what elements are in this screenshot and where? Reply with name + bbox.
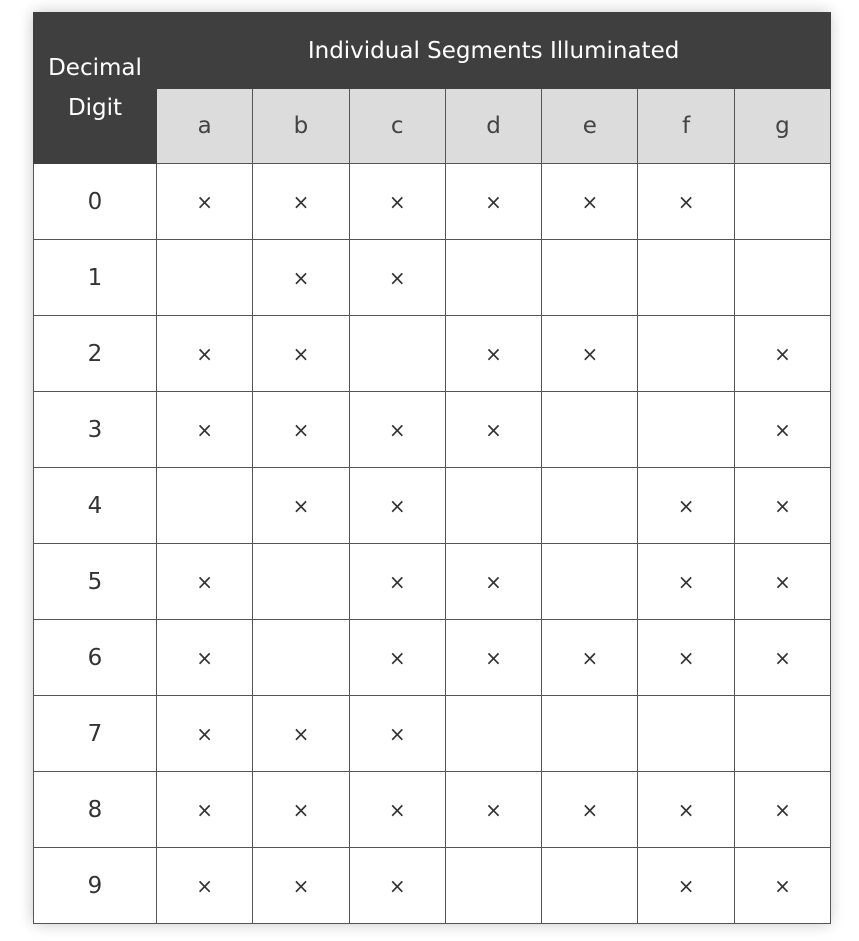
- segment-on-mark: ×: [734, 620, 830, 696]
- segment-header-a: a: [157, 89, 253, 164]
- segment-header-e: e: [542, 89, 638, 164]
- segment-on-mark: ×: [253, 848, 349, 924]
- segment-on-mark: ×: [253, 392, 349, 468]
- table-row: [34, 544, 831, 620]
- segment-header-d: d: [445, 89, 541, 164]
- segment-on-mark: ×: [349, 468, 445, 544]
- segment-on-mark: ×: [253, 164, 349, 240]
- table-header: [34, 13, 831, 164]
- segment-header-g: g: [734, 89, 830, 164]
- digit-cell: 9: [34, 848, 157, 924]
- segment-on-mark: ×: [734, 316, 830, 392]
- segment-on-mark: ×: [542, 164, 638, 240]
- segment-on-mark: ×: [253, 468, 349, 544]
- segment-on-mark: ×: [445, 620, 541, 696]
- segment-on-mark: ×: [349, 544, 445, 620]
- segment-on-mark: ×: [542, 316, 638, 392]
- table-row: [34, 620, 831, 696]
- segment-off-cell: [542, 240, 638, 316]
- segment-off-cell: [445, 848, 541, 924]
- segment-on-mark: ×: [349, 164, 445, 240]
- table-row: [34, 316, 831, 392]
- segment-on-mark: ×: [253, 240, 349, 316]
- segment-on-mark: ×: [157, 848, 253, 924]
- segment-off-cell: [445, 696, 541, 772]
- segment-on-mark: ×: [638, 848, 734, 924]
- segment-on-mark: ×: [638, 164, 734, 240]
- segment-on-mark: ×: [734, 772, 830, 848]
- segment-on-mark: ×: [349, 848, 445, 924]
- digit-cell: 5: [34, 544, 157, 620]
- digit-cell: 8: [34, 772, 157, 848]
- segment-on-mark: ×: [734, 468, 830, 544]
- segment-on-mark: ×: [445, 392, 541, 468]
- segment-on-mark: ×: [349, 240, 445, 316]
- segment-header-f: f: [638, 89, 734, 164]
- segment-on-mark: ×: [445, 164, 541, 240]
- segment-on-mark: ×: [349, 392, 445, 468]
- segment-on-mark: ×: [542, 772, 638, 848]
- segment-off-cell: [445, 240, 541, 316]
- segment-off-cell: [445, 468, 541, 544]
- digit-cell: 6: [34, 620, 157, 696]
- table-row: [34, 468, 831, 544]
- segment-on-mark: ×: [734, 392, 830, 468]
- table-row: [34, 696, 831, 772]
- segment-off-cell: [542, 848, 638, 924]
- digit-cell: 3: [34, 392, 157, 468]
- table-row: [34, 848, 831, 924]
- table-row: [34, 772, 831, 848]
- segment-off-cell: [638, 696, 734, 772]
- digit-cell: 4: [34, 468, 157, 544]
- segment-header-c: c: [349, 89, 445, 164]
- segment-on-mark: ×: [445, 316, 541, 392]
- segments-group-header: Individual Segments Illuminated: [157, 13, 831, 89]
- segment-on-mark: ×: [542, 620, 638, 696]
- segment-off-cell: [349, 316, 445, 392]
- segment-off-cell: [542, 544, 638, 620]
- table-row: [34, 164, 831, 240]
- segment-header-b: b: [253, 89, 349, 164]
- segment-off-cell: [734, 240, 830, 316]
- segment-on-mark: ×: [253, 772, 349, 848]
- segment-on-mark: ×: [157, 164, 253, 240]
- digit-cell: 1: [34, 240, 157, 316]
- segment-on-mark: ×: [253, 316, 349, 392]
- segment-off-cell: [638, 240, 734, 316]
- segment-table-container: [33, 12, 830, 924]
- segment-off-cell: [253, 620, 349, 696]
- segment-on-mark: ×: [157, 772, 253, 848]
- segment-on-mark: ×: [734, 544, 830, 620]
- segment-off-cell: [157, 468, 253, 544]
- digit-cell: 2: [34, 316, 157, 392]
- segment-on-mark: ×: [349, 696, 445, 772]
- table-row: [34, 240, 831, 316]
- digit-column-header: Decimal Digit: [34, 13, 157, 164]
- segment-off-cell: [638, 392, 734, 468]
- segment-on-mark: ×: [734, 848, 830, 924]
- segment-off-cell: [542, 392, 638, 468]
- segment-on-mark: ×: [638, 468, 734, 544]
- header-row-group: [34, 13, 831, 89]
- segment-on-mark: ×: [349, 620, 445, 696]
- segment-on-mark: ×: [445, 772, 541, 848]
- digit-cell: 7: [34, 696, 157, 772]
- segment-off-cell: [734, 164, 830, 240]
- segment-on-mark: ×: [445, 544, 541, 620]
- segment-on-mark: ×: [157, 392, 253, 468]
- digit-cell: 0: [34, 164, 157, 240]
- segment-on-mark: ×: [157, 696, 253, 772]
- segment-off-cell: [542, 696, 638, 772]
- segment-on-mark: ×: [349, 772, 445, 848]
- segment-off-cell: [542, 468, 638, 544]
- segment-on-mark: ×: [638, 620, 734, 696]
- segment-off-cell: [734, 696, 830, 772]
- segment-off-cell: [157, 240, 253, 316]
- table-row: [34, 392, 831, 468]
- segment-on-mark: ×: [157, 620, 253, 696]
- segment-on-mark: ×: [253, 696, 349, 772]
- segment-on-mark: ×: [157, 316, 253, 392]
- segment-table: [33, 12, 831, 924]
- segment-on-mark: ×: [638, 544, 734, 620]
- segment-on-mark: ×: [638, 772, 734, 848]
- segment-off-cell: [638, 316, 734, 392]
- segment-off-cell: [253, 544, 349, 620]
- segment-on-mark: ×: [157, 544, 253, 620]
- table-body: [34, 164, 831, 924]
